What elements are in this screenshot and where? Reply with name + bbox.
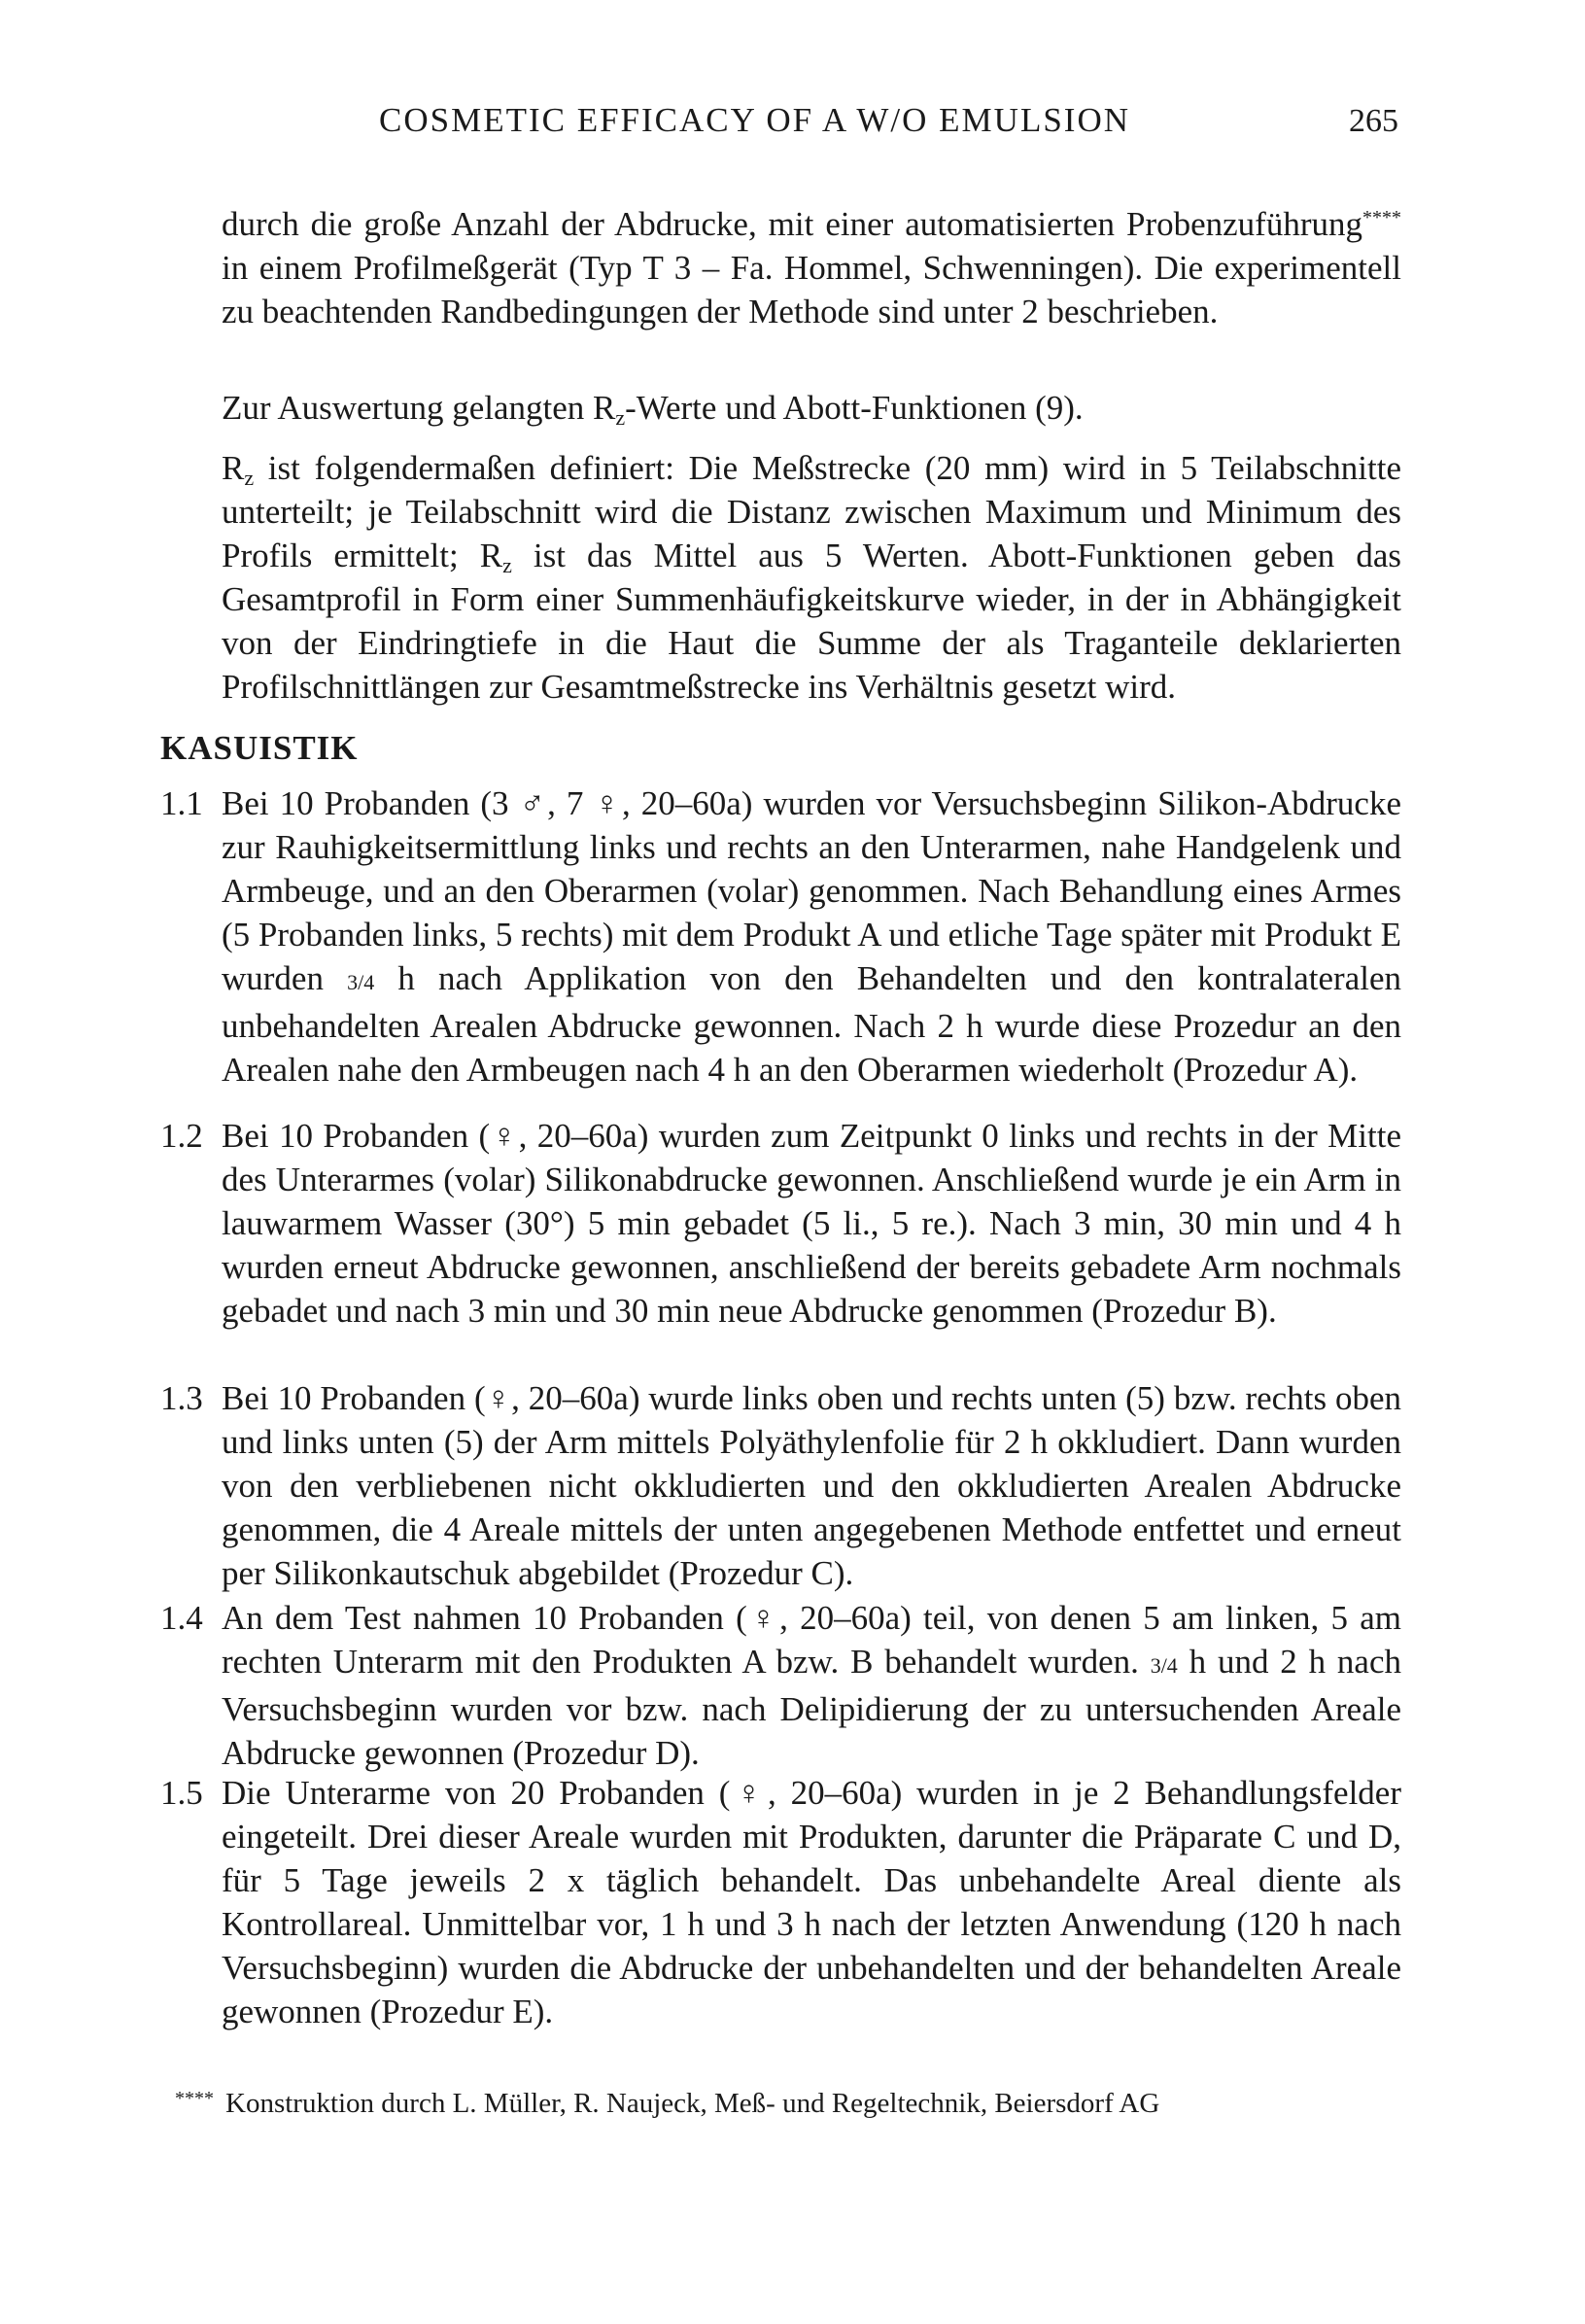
footnote-mark: **** xyxy=(175,2088,214,2109)
intro-p3-text-a: R xyxy=(222,449,245,487)
case-text-part: Bei 10 Probanden (3 ♂, 7 ♀, 20–60a) wurden vor Versuchsbeginn Silikon-Abdrucke zur Rauhigkeitsermittlung links und rechts an den Unterarmen, nahe Handgelenk und Armbeuge, und an den Oberarmen (volar) genommen. Nach Behandlung eines Armes (5 Probanden links, 5 rechts) mit dem Produkt A und etliche Tage später mit Produkt E wurden xyxy=(222,784,1401,997)
running-head-title: COSMETIC EFFICACY OF A W/O EMULSION xyxy=(379,101,1131,139)
intro-p2-text-a: Zur Auswertung gelangten R xyxy=(222,389,616,427)
case-text: Die Unterarme von 20 Probanden (♀, 20–60a) wurden in je 2 Behandlungsfelder eingeteilt. Drei dieser Areale wurden mit Produkten, darunter die Präparate C und D, für 5 Tage jeweils 2 x täglich behandelt. Das unbehandelte Areal diente als Kontrollareal. Unmittelbar vor, 1 h und 3 h nach der letzten Anwendung (120 h nach Versuchsbeginn) wurden die Abdrucke der unbehandelten und der behandelten Areale gewonnen (Prozedur E). xyxy=(222,1774,1401,2030)
case-text xyxy=(222,1596,1401,1775)
footnote-text: Konstruktion durch L. Müller, R. Naujeck, Meß- und Regeltechnik, Beiersdorf AG xyxy=(225,2088,1160,2119)
rz-subscript: z xyxy=(502,553,512,577)
intro-paragraph-2 xyxy=(222,386,1401,430)
page-number: 265 xyxy=(1349,103,1398,139)
intro-paragraph-1 xyxy=(222,202,1401,333)
case-number: 1.4 xyxy=(160,1599,203,1637)
case-number: 1.2 xyxy=(160,1117,203,1155)
case-item xyxy=(160,1596,1401,1775)
rz-subscript: z xyxy=(615,405,626,430)
fraction: 3/4 xyxy=(1150,1653,1178,1678)
case-text: Bei 10 Probanden (♀, 20–60a) wurde links oben und rechts unten (5) bzw. rechts oben und links unten (5) der Arm mittels Polyäthylenfolie für 2 h okkludiert. Dann wurden von den verbliebenen nicht okkludierten und den okkludierten Arealen Abdrucke genommen, die 4 Areale mittels der unten angegebenen Methode entfettet und erneut per Silikonkautschuk abgebildet (Prozedur C). xyxy=(222,1379,1401,1592)
intro-p2-text-b: -Werte und Abott-Funktionen (9). xyxy=(625,389,1084,427)
case-text-part: h nach Applikation von den Behandelten und den kontralateralen unbehandelten Arealen Abdrucke gewonnen. Nach 2 h wurde diese Prozedur an den Arealen nahe den Armbeugen nach 4 h an den Oberarmen wiederholt (Prozedur A). xyxy=(222,959,1401,1089)
case-text-part: An dem Test nahmen 10 Probanden (♀, 20–60a) teil, von denen 5 am linken, 5 am rechten Unterarm mit den Produkten A bzw. B behandelt wurden. xyxy=(222,1599,1401,1681)
intro-p3-text-b: ist folgendermaßen definiert: Die Meßstrecke (20 mm) wird in 5 Teilabschnitte unterteilt; je Teilabschnitt wird die Distanz zwischen Maximum und Minimum des Profils ermittelt; R xyxy=(222,449,1401,574)
intro-p1-text-b: in einem Profilmeßgerät (Typ T 3 – Fa. Hommel, Schwenningen). Die experimentell zu beachtenden Randbedingungen der Methode sind unter 2 beschrieben. xyxy=(222,249,1401,330)
case-text xyxy=(222,781,1401,1092)
case-item xyxy=(160,1376,1401,1595)
fraction: 3/4 xyxy=(347,970,375,994)
intro-p1-text-a: durch die große Anzahl der Abdrucke, mit einer automatisierten Probenzuführung xyxy=(222,205,1362,243)
case-text: Bei 10 Probanden (♀, 20–60a) wurden zum Zeitpunkt 0 links und rechts in der Mitte des Unterarmes (volar) Silikonabdrucke gewonnen. Anschließend wurde je ein Arm in lauwarmem Wasser (30°) 5 min gebadet (5 li., 5 re.). Nach 3 min, 30 min und 4 h wurden erneut Abdrucke gewonnen, anschließend der bereits gebadete Arm nochmals gebadet und nach 3 min und 30 min neue Abdrucke genommen (Prozedur B). xyxy=(222,1117,1401,1330)
case-number: 1.1 xyxy=(160,784,203,822)
footnote-ref-mark: **** xyxy=(1362,207,1401,228)
case-number: 1.3 xyxy=(160,1379,203,1417)
section-heading: KASUISTIK xyxy=(160,729,359,767)
rz-subscript: z xyxy=(244,466,255,490)
footnote xyxy=(175,2088,1401,2120)
intro-paragraph-3 xyxy=(222,446,1401,709)
intro-p3-text-c: ist das Mittel aus 5 Werten. Abott-Funktionen geben das Gesamtprofil in Form einer Summenhäufigkeitskurve wieder, in der in Abhängigkeit von der Eindringtiefe in die Haut die Summe der als Traganteile deklarierten Profilschnittlängen zur Gesamtmeßstrecke ins Verhältnis gesetzt wird. xyxy=(222,537,1401,706)
case-text-part: h und 2 h nach Versuchsbeginn wurden vor bzw. nach Delipidierung der zu untersuchenden Areale Abdrucke gewonnen (Prozedur D). xyxy=(222,1643,1401,1772)
case-number: 1.5 xyxy=(160,1774,203,1812)
case-item xyxy=(160,1771,1401,2033)
case-item xyxy=(160,781,1401,1092)
case-item xyxy=(160,1114,1401,1333)
